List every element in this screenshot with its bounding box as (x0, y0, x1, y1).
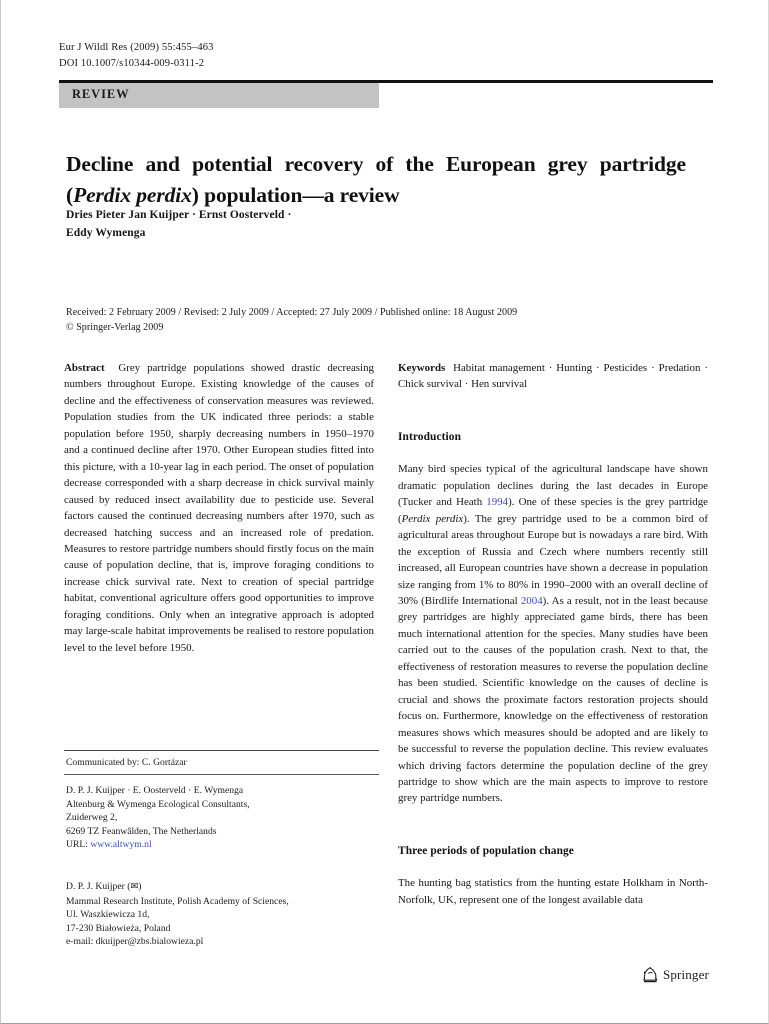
journal-citation: Eur J Wildl Res (2009) 55:455–463 (59, 42, 214, 53)
affiliation-url-link[interactable]: www.altwym.nl (90, 839, 152, 851)
intro-text-part-2: ). One of these species is the grey partridge ( (398, 496, 708, 525)
citation-link-tucker-heath-1994[interactable]: 1994 (486, 496, 509, 509)
corresponding-email: e-mail: dkuijper@zbs.bialowieza.pl (66, 936, 204, 948)
footnote-spacer (64, 851, 379, 871)
keywords-text: Habitat management · Hunting · Pesticides · Predation · Chick survival · Hen survival (398, 362, 708, 391)
springer-wordmark: Springer (663, 967, 709, 982)
page-title (66, 149, 686, 211)
publication-dates (66, 306, 686, 335)
article-type-banner (59, 83, 379, 108)
article-type-label: REVIEW (72, 87, 130, 101)
left-column (64, 360, 374, 656)
title-line-2-suffix: ) population—a review (191, 183, 400, 208)
section-heading-three-periods: Three periods of population change (398, 844, 574, 857)
right-column (398, 360, 708, 908)
corresponding-author-block (64, 871, 379, 948)
introduction-paragraph (398, 461, 708, 807)
keywords-paragraph (398, 360, 708, 393)
page-content (59, 0, 713, 1023)
footnote-block (64, 750, 379, 948)
corresponding-street: Ul. Waszkiewicza 1d, (66, 909, 150, 921)
corresponding-institute: Mammal Research Institute, Polish Academy of Sciences, (66, 895, 289, 907)
title-line-2-prefix: partridge ( (66, 152, 686, 208)
three-periods-paragraph: The hunting bag statistics from the hunting estate Holkham in North-Norfolk, UK, represent one of the longest available data (398, 877, 708, 906)
abstract-paragraph (64, 360, 374, 656)
author-line-2: Eddy Wymenga (66, 226, 146, 239)
received-revised-accepted-line: Received: 2 February 2009 / Revised: 2 July 2009 / Accepted: 27 July 2009 / Published online: 18 August 2009 (66, 307, 518, 318)
intro-text-part-3: ). The grey partridge used to be a common bird of agricultural areas throughout Europe but is nowadays a rare bird. With the exception of Russia and Czech where numbers recently still increased, all European countries have shown a decrease in population size ranging from 1% to 80% in 1990–2000 with an overall decline of 30% (Birdlife International (398, 512, 709, 607)
title-line-1: Decline and potential recovery of the European grey (66, 152, 588, 177)
springer-logo (643, 967, 709, 983)
intro-text-part-4: ). As a result, not in the least because grey partridges are highly appreciated game birds, there has been much international attention for the species. Many studies have been carried out to the causes of the population crash. Next to that, the effectiveness of restoration measures to reverse the population decline has been studied. Scientific knowledge on the causes of decline is crucial and shows the proximate factors restoration projects should focus on. Furthermore, knowledge on the effectiveness of restoration measures shows which measures should be adopted and are likely to be successful to reverse the population decline. This review evaluates which driving factors determine the population decline of the grey partridge to show which are the main aspects to improve to restore grey partridge numbers. (398, 594, 708, 805)
author-list (66, 207, 626, 242)
corresponding-author-name (66, 880, 379, 894)
affiliation-street: Zuiderweg 2, (66, 812, 118, 824)
envelope-icon: ✉ (130, 882, 139, 893)
intro-species-name: Perdix perdix (401, 512, 464, 525)
copyright-line: © Springer-Verlag 2009 (66, 321, 164, 333)
title-species-name: Perdix perdix (73, 183, 192, 208)
springer-knight-icon (643, 967, 658, 983)
corresponding-name-close: ) (138, 881, 142, 893)
affiliation-org: Altenburg & Wymenga Ecological Consultants, (66, 798, 250, 810)
url-label: URL: (66, 839, 91, 851)
abstract-label: Abstract (64, 362, 105, 374)
abstract-text: Grey partridge populations showed drastic decreasing numbers throughout Europe. Existing knowledge of the causes of decline and the effectiveness of conservation measures was reviewed. Population studies from the UK indicated three periods: a stable population before 1950, sharply decreasing numbers in 1950–1970 and a continued decline after 1970. Other European studies fitted into this picture, with a 10-year lag in each period. The onset of population decrease corresponded with a sharp decrease in chick survival mainly caused by reduced insect availability due to pesticide use. Several factors caused the continued decreasing numbers after 1970, such as decreased hatching success and an increased role of predation. Measures to restore partridge numbers should firstly focus on the main cause of population decline, that is, improve foraging conditions to increase chick survival rate. Next to creation of special partridge habitat, conventional agriculture offers good opportunities to improve foraging conditions. Only when an integrative approach is adopted may large-scale habitat improvements be realised to restore population level to the level before 1950. (64, 362, 374, 654)
journal-doi: DOI 10.1007/s10344-009-0311-2 (59, 57, 205, 69)
corresponding-city: 17-230 Białowieża, Poland (66, 922, 171, 934)
corresponding-name-text: D. P. J. Kuijper ( (66, 881, 131, 893)
keywords-label: Keywords (398, 362, 446, 374)
section-heading-introduction: Introduction (398, 430, 462, 443)
author-line-1: Dries Pieter Jan Kuijper · Ernst Oosterveld · (66, 209, 292, 221)
communicated-by: Communicated by: C. Gortázar (66, 757, 187, 768)
journal-reference (59, 40, 214, 71)
affiliation-url-line (66, 838, 379, 851)
affiliation-city: 6269 TZ Feanwâlden, The Netherlands (66, 825, 217, 837)
intro-text-part-1: Many bird species typical of the agricultural landscape have shown dramatic population declines during the last decades in Europe (Tucker and Heath (398, 463, 708, 509)
affiliation-authors: D. P. J. Kuijper · E. Oosterveld · E. Wymenga (66, 785, 244, 797)
affiliation-block (64, 775, 379, 851)
citation-link-birdlife-2004[interactable]: 2004 (520, 594, 543, 607)
